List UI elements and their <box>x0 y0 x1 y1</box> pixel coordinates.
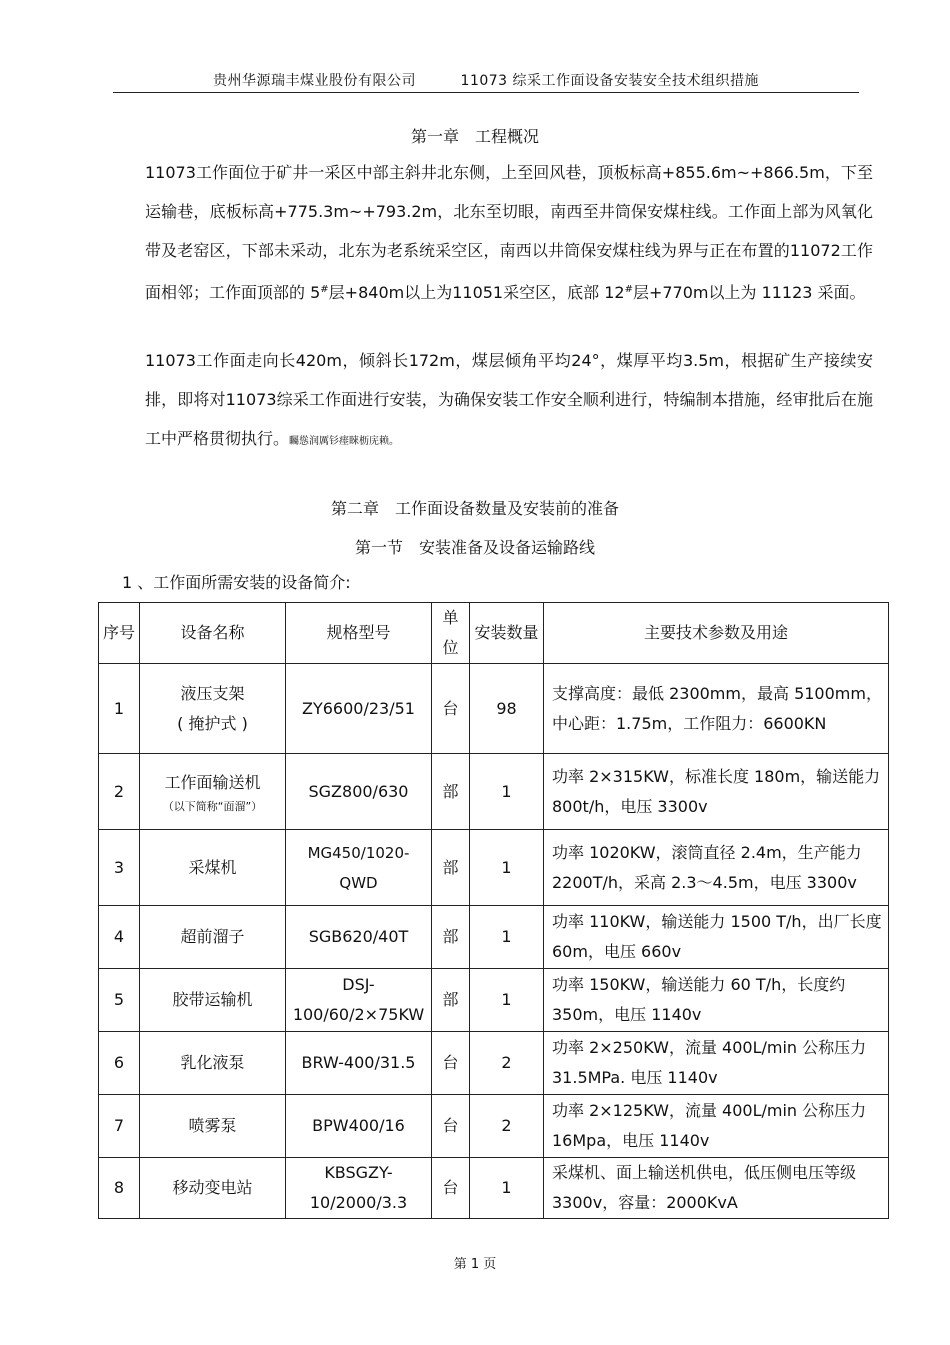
row-name-note: （以下简称“面溜”） <box>162 799 263 813</box>
header-params: 主要技术参数及用途 <box>544 603 889 664</box>
row-name: 超前溜子 <box>140 906 286 969</box>
row-name: 胶带运输机 <box>140 969 286 1032</box>
chapter1-paragraph-1 <box>113 153 873 312</box>
row-qty: 98 <box>470 664 544 754</box>
p2-tag: 矚慫润厲钐瘗睞枥庑赖。 <box>289 436 400 447</box>
row-no: 6 <box>99 1032 140 1095</box>
row-no: 1 <box>99 664 140 754</box>
row-params: 采煤机、面上输送机供电，低压侧电压等级 3300v，容量：2000KvA <box>544 1158 889 1219</box>
row-unit: 台 <box>432 1158 470 1219</box>
row-qty: 1 <box>470 906 544 969</box>
row-params: 功率 2×250KW，流量 400L/min 公称压力 31.5MPa. 电压 1140v <box>544 1032 889 1095</box>
header-no: 序号 <box>99 603 140 664</box>
row-no: 2 <box>99 754 140 830</box>
row-model: ZY6600/23/51 <box>286 664 432 754</box>
row-name <box>140 754 286 830</box>
row-model: SGB620/40T <box>286 906 432 969</box>
row-unit: 部 <box>432 754 470 830</box>
seam-mark: # <box>624 284 633 295</box>
row-unit: 台 <box>432 1032 470 1095</box>
table-row <box>99 830 889 906</box>
p1-text-a: 11073工作面位于矿井一采区中部主斜井北东侧，上至回风巷，顶板标高+855.6m~+866.5m，下至运输巷，底板标高+775.3m~+793.2m，北东至切眼，南西至井筒保安煤柱线。工作面上部为风氧化带及老窑区，下部未采动，北东为老系统采空区，南西以井筒保安煤柱线为界与正在布置的11072工作面相邻；工作面顶部的 5 <box>145 163 873 302</box>
row-params: 功率 2×125KW，流量 400L/min 公称压力 16Mpa，电压 1140v <box>544 1095 889 1158</box>
row-unit: 台 <box>432 1095 470 1158</box>
row-unit: 部 <box>432 969 470 1032</box>
header-model: 规格型号 <box>286 603 432 664</box>
row-model: BRW-400/31.5 <box>286 1032 432 1095</box>
table-row <box>99 754 889 830</box>
row-unit: 台 <box>432 664 470 754</box>
table-row <box>99 1095 889 1158</box>
table-header-row <box>99 603 889 664</box>
row-no: 5 <box>99 969 140 1032</box>
row-model: SGZ800/630 <box>286 754 432 830</box>
table-row <box>99 969 889 1032</box>
row-name: 喷雾泵 <box>140 1095 286 1158</box>
row-unit: 部 <box>432 906 470 969</box>
header-rule <box>113 92 859 93</box>
section1-title: 第一节 安装准备及设备运输路线 <box>354 538 595 557</box>
row-qty: 2 <box>470 1095 544 1158</box>
row-name: 采煤机 <box>140 830 286 906</box>
table-row <box>99 906 889 969</box>
row-name-text: 液压支架 <box>180 683 245 703</box>
table-row <box>99 1158 889 1219</box>
row-name: 乳化液泵 <box>140 1032 286 1095</box>
seam-mark: # <box>320 284 329 295</box>
row-unit: 部 <box>432 830 470 906</box>
header-name: 设备名称 <box>140 603 286 664</box>
chapter1-title: 第一章 工程概况 <box>410 127 539 146</box>
row-no: 7 <box>99 1095 140 1158</box>
header-qty: 安装数量 <box>470 603 544 664</box>
row-model: MG450/1020-QWD <box>286 830 432 906</box>
chapter1-paragraph-2 <box>113 341 873 461</box>
row-model: BPW400/16 <box>286 1095 432 1158</box>
row-no: 4 <box>99 906 140 969</box>
table-row <box>99 1032 889 1095</box>
row-no: 3 <box>99 830 140 906</box>
equipment-table <box>98 602 889 1219</box>
p1-text-b: 层+840m以上为11051采空区，底部 12 <box>328 283 625 302</box>
row-qty: 1 <box>470 969 544 1032</box>
row-qty: 1 <box>470 754 544 830</box>
row-params: 功率 1020KW，滚筒直径 2.4m，生产能力 2200T/h，采高 2.3～4.5m，电压 3300v <box>544 830 889 906</box>
row-params: 功率 150KW，输送能力 60 T/h，长度约 350m，电压 1140v <box>544 969 889 1032</box>
row-name: 移动变电站 <box>140 1158 286 1219</box>
row-name-note: ( 掩护式 ) <box>177 713 248 733</box>
row-params: 支撑高度：最低 2300mm，最高 5100mm，中心距：1.75m，工作阻力：6600KN <box>544 664 889 754</box>
row-name <box>140 664 286 754</box>
row-qty: 1 <box>470 830 544 906</box>
header-doc-title: 11073 综采工作面设备安装安全技术组织措施 <box>460 73 760 89</box>
table-row <box>99 664 889 754</box>
row-model: KBSGZY-10/2000/3.3 <box>286 1158 432 1219</box>
page-header <box>113 70 859 90</box>
chapter2-title: 第二章 工作面设备数量及安装前的准备 <box>330 499 619 518</box>
row-qty: 1 <box>470 1158 544 1219</box>
row-model: DSJ-100/60/2×75KW <box>286 969 432 1032</box>
equipment-list-label: 1 、工作面所需安装的设备简介: <box>122 573 351 592</box>
row-qty: 2 <box>470 1032 544 1095</box>
p2-text: 11073工作面走向长420m，倾斜长172m，煤层倾角平均24°，煤厚平均3.5m，根据矿生产接续安排，即将对11073综采工作面进行安装，为确保安装工作安全顺利进行，特编制本措施，经审批后在施工中严格贯彻执行。 <box>145 351 873 448</box>
p1-text-c: 层+770m以上为 11123 采面。 <box>632 283 866 302</box>
row-name-text: 工作面输送机 <box>164 772 261 792</box>
row-no: 8 <box>99 1158 140 1219</box>
header-company: 贵州华源瑞丰煤业股份有限公司 <box>212 73 416 89</box>
header-unit: 单位 <box>432 603 470 664</box>
row-params: 功率 110KW，输送能力 1500 T/h，出厂长度 60m，电压 660v <box>544 906 889 969</box>
page-number: 第 1 页 <box>453 1257 497 1272</box>
row-params: 功率 2×315KW，标准长度 180m，输送能力 800t/h，电压 3300v <box>544 754 889 830</box>
